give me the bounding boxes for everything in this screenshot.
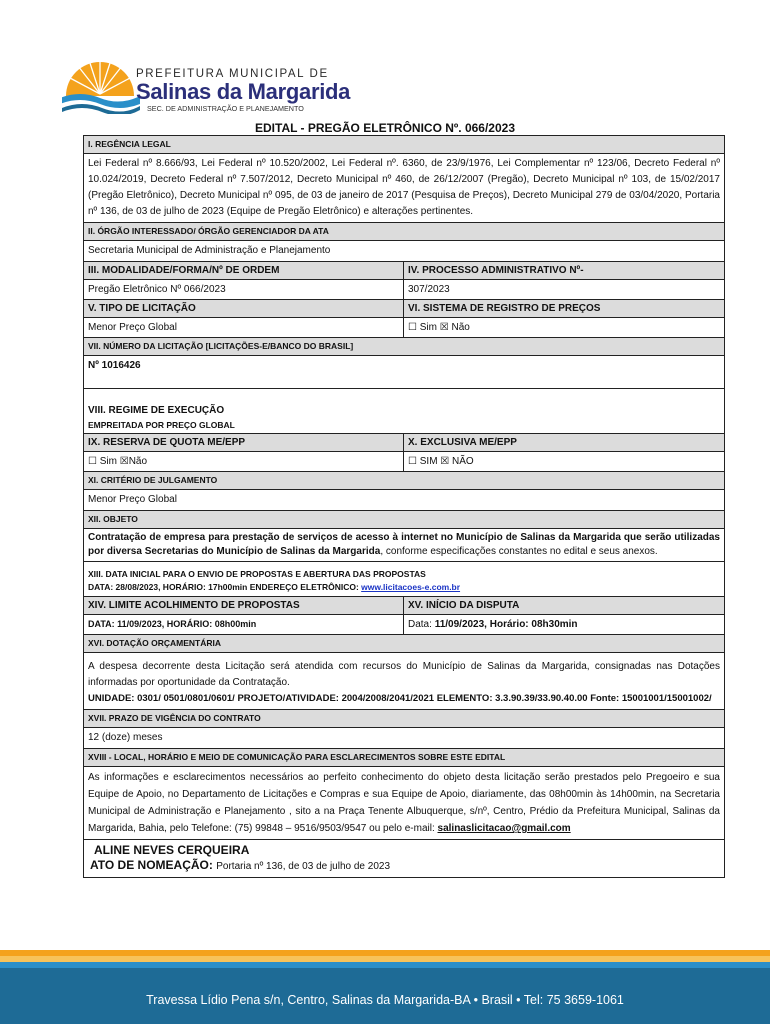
section-text: DATA: 11/09/2023, HORÁRIO: 08h00min xyxy=(88,619,257,629)
section-block xyxy=(84,389,724,434)
section-split xyxy=(84,597,724,635)
section-text: Pregão Eletrônico Nº 066/2023 xyxy=(84,280,403,300)
footer-address: Travessa Lídio Pena s/n, Centro, Salinas da Margarida-BA • Brasil • Tel: 75 3659-1061 xyxy=(146,993,624,1007)
section-label: XVII. PRAZO DE VIGÊNCIA DO CONTRATO xyxy=(84,710,724,728)
section-text: Menor Preço Global xyxy=(84,490,724,511)
section-label: XIV. LIMITE ACOLHIMENTO DE PROPOSTAS xyxy=(84,597,403,615)
section-label: V. TIPO DE LICITAÇÃO xyxy=(84,300,403,318)
section-text: Nº 1016426 xyxy=(84,356,724,389)
section-label: I. REGÊNCIA LEGAL xyxy=(84,136,724,154)
submission-date-text: DATA: 28/08/2023, HORÁRIO: 17h00min ENDEREÇO ELETRÔNICO: xyxy=(88,582,359,592)
portal-link[interactable]: www.licitacoes-e.com.br xyxy=(361,582,461,592)
section-label: XVI. DOTAÇÃO ORÇAMENTÁRIA xyxy=(84,635,724,653)
section-text: 307/2023 xyxy=(404,280,724,300)
appointment-label: ATO DE NOMEAÇÃO: xyxy=(90,858,213,872)
section-label: II. ÓRGÃO INTERESSADO/ ÓRGÃO GERENCIADOR DA ATA xyxy=(84,223,724,241)
section-label: XII. OBJETO xyxy=(84,511,724,529)
dispute-date-label: Data: xyxy=(408,619,435,630)
checkbox-group: ☐ Sim ☒Não xyxy=(88,456,148,467)
budget-allocation-text: UNIDADE: 0301/ 0501/0801/0601/ PROJETO/ATIVIDADE: 2004/2008/2041/2021 ELEMENTO: 3.3.90.39/33.90.40.00 Fonte: 15001001/15001002/ xyxy=(88,693,712,704)
appointment-text: Portaria nº 136, de 03 de julho de 2023 xyxy=(216,861,391,872)
footer-wave-decoration xyxy=(0,950,770,974)
contact-email[interactable]: salinaslicitacao@gmail.com xyxy=(437,823,571,834)
section-split xyxy=(84,434,724,472)
document-title: EDITAL - PREGÃO ELETRÔNICO Nº. 066/2023 xyxy=(255,121,515,135)
section-label: XVIII - LOCAL, HORÁRIO E MEIO DE COMUNICAÇÃO PARA ESCLARECIMENTOS SOBRE ESTE EDITAL xyxy=(84,749,724,767)
signatory-name: ALINE NEVES CERQUEIRA xyxy=(94,843,250,857)
section-text xyxy=(404,615,724,634)
section-label: XI. CRITÉRIO DE JULGAMENTO xyxy=(84,472,724,490)
object-bold-text: Contratação de empresa para prestação de serviços de acesso à internet no Município de Salinas da Margarida que serão utilizadas por diversa Secretarias do Município de Salinas da Margarida xyxy=(88,532,720,557)
section-label: IX. RESERVA DE QUOTA ME/EPP xyxy=(84,434,403,452)
section-block xyxy=(84,653,724,710)
section-label: XV. INÍCIO DA DISPUTA xyxy=(404,597,724,615)
header-line1: PREFEITURA MUNICIPAL DE xyxy=(136,68,329,80)
section-label: VI. SISTEMA DE REGISTRO DE PREÇOS xyxy=(404,300,724,318)
section-text xyxy=(84,767,724,840)
header-secretariat: SEC. DE ADMINISTRAÇÃO E PLANEJAMENTO xyxy=(147,104,304,113)
section-split xyxy=(84,262,724,338)
section-label: VII. NÚMERO DA LICITAÇÃO [LICITAÇÕES-E/BANCO DO BRASIL] xyxy=(84,338,724,356)
section-block xyxy=(84,562,724,597)
checkbox-group: ☐ Sim ☒ Não xyxy=(408,322,470,333)
header-city-name: Salinas da Margarida xyxy=(136,79,351,104)
section-label: VIII. REGIME DE EXECUÇÃO xyxy=(88,405,225,416)
checkbox-group: ☐ SIM ☒ NÃO xyxy=(408,456,474,467)
section-label: XIII. DATA INICIAL PARA O ENVIO DE PROPOSTAS E ABERTURA DAS PROPOSTAS xyxy=(88,569,426,579)
section-label: X. EXCLUSIVA ME/EPP xyxy=(404,434,724,452)
section-text xyxy=(88,581,720,594)
appointment-line xyxy=(90,858,718,874)
signature-block xyxy=(84,840,724,877)
section-text: A despesa decorrente desta Licitação será atendida com recursos do Município de Salinas da Margarida, consignadas nas Dotações informadas por oportunidade da Contratação. xyxy=(88,661,720,688)
section-text: EMPREITADA POR PREÇO GLOBAL xyxy=(88,420,235,430)
edital-table xyxy=(83,135,725,878)
contact-info-text: As informações e esclarecimentos necessários ao perfeito conhecimento do objeto desta licitação serão prestados pelo Pregoeiro e sua Equipe de Apoio, no Departamento de Licitações e Compras e sua Equipe de Apoio, diariamente, das 08h00min às 14h00min, na Secretaria Municipal de Administração e Planejamento , sito a na Praça Tenente Albuquerque, s/nº, Centro, Prédio da Prefeitura Municipal, Salinas da Margarida, Bahia, pelo Telefone: (75) 99848 – 9516/9503/9547 ou pelo e-mail: xyxy=(88,772,720,834)
object-rest-text: , conforme especificações constantes no edital e seus anexos. xyxy=(380,546,658,557)
section-text: Lei Federal nº 8.666/93, Lei Federal nº 10.520/2002, Lei Federal nº. 6360, de 23/9/1976, Lei Complementar nº 123/06, Decreto Federal nº 10.024/2019, Decreto Federal nº 7.507/2012, Decreto Municipal nº 460, de 26/12/2007 (Pregão), Decreto Municipal nº 103, de 15/02/2017 (Pregão Eletrônico), Decreto Municipal nº 095, de 03 de janeiro de 2017 (Pesquisa de Preços), Decreto Municipal 279 de 03/04/2020, Portaria nº 136, de 03 de julho de 2023 (Equipe de Pregão Eletrônico) e alterações pertinentes. xyxy=(84,154,724,223)
dispute-date-value: 11/09/2023, Horário: 08h30min xyxy=(434,619,578,630)
section-text: 12 (doze) meses xyxy=(84,728,724,749)
section-text: Secretaria Municipal de Administração e Planejamento xyxy=(84,241,724,262)
section-label: III. MODALIDADE/FORMA/Nº DE ORDEM xyxy=(84,262,403,280)
section-label: IV. PROCESSO ADMINISTRATIVO Nº- xyxy=(404,262,724,280)
section-text xyxy=(84,529,724,562)
section-text: Menor Preço Global xyxy=(88,322,177,333)
